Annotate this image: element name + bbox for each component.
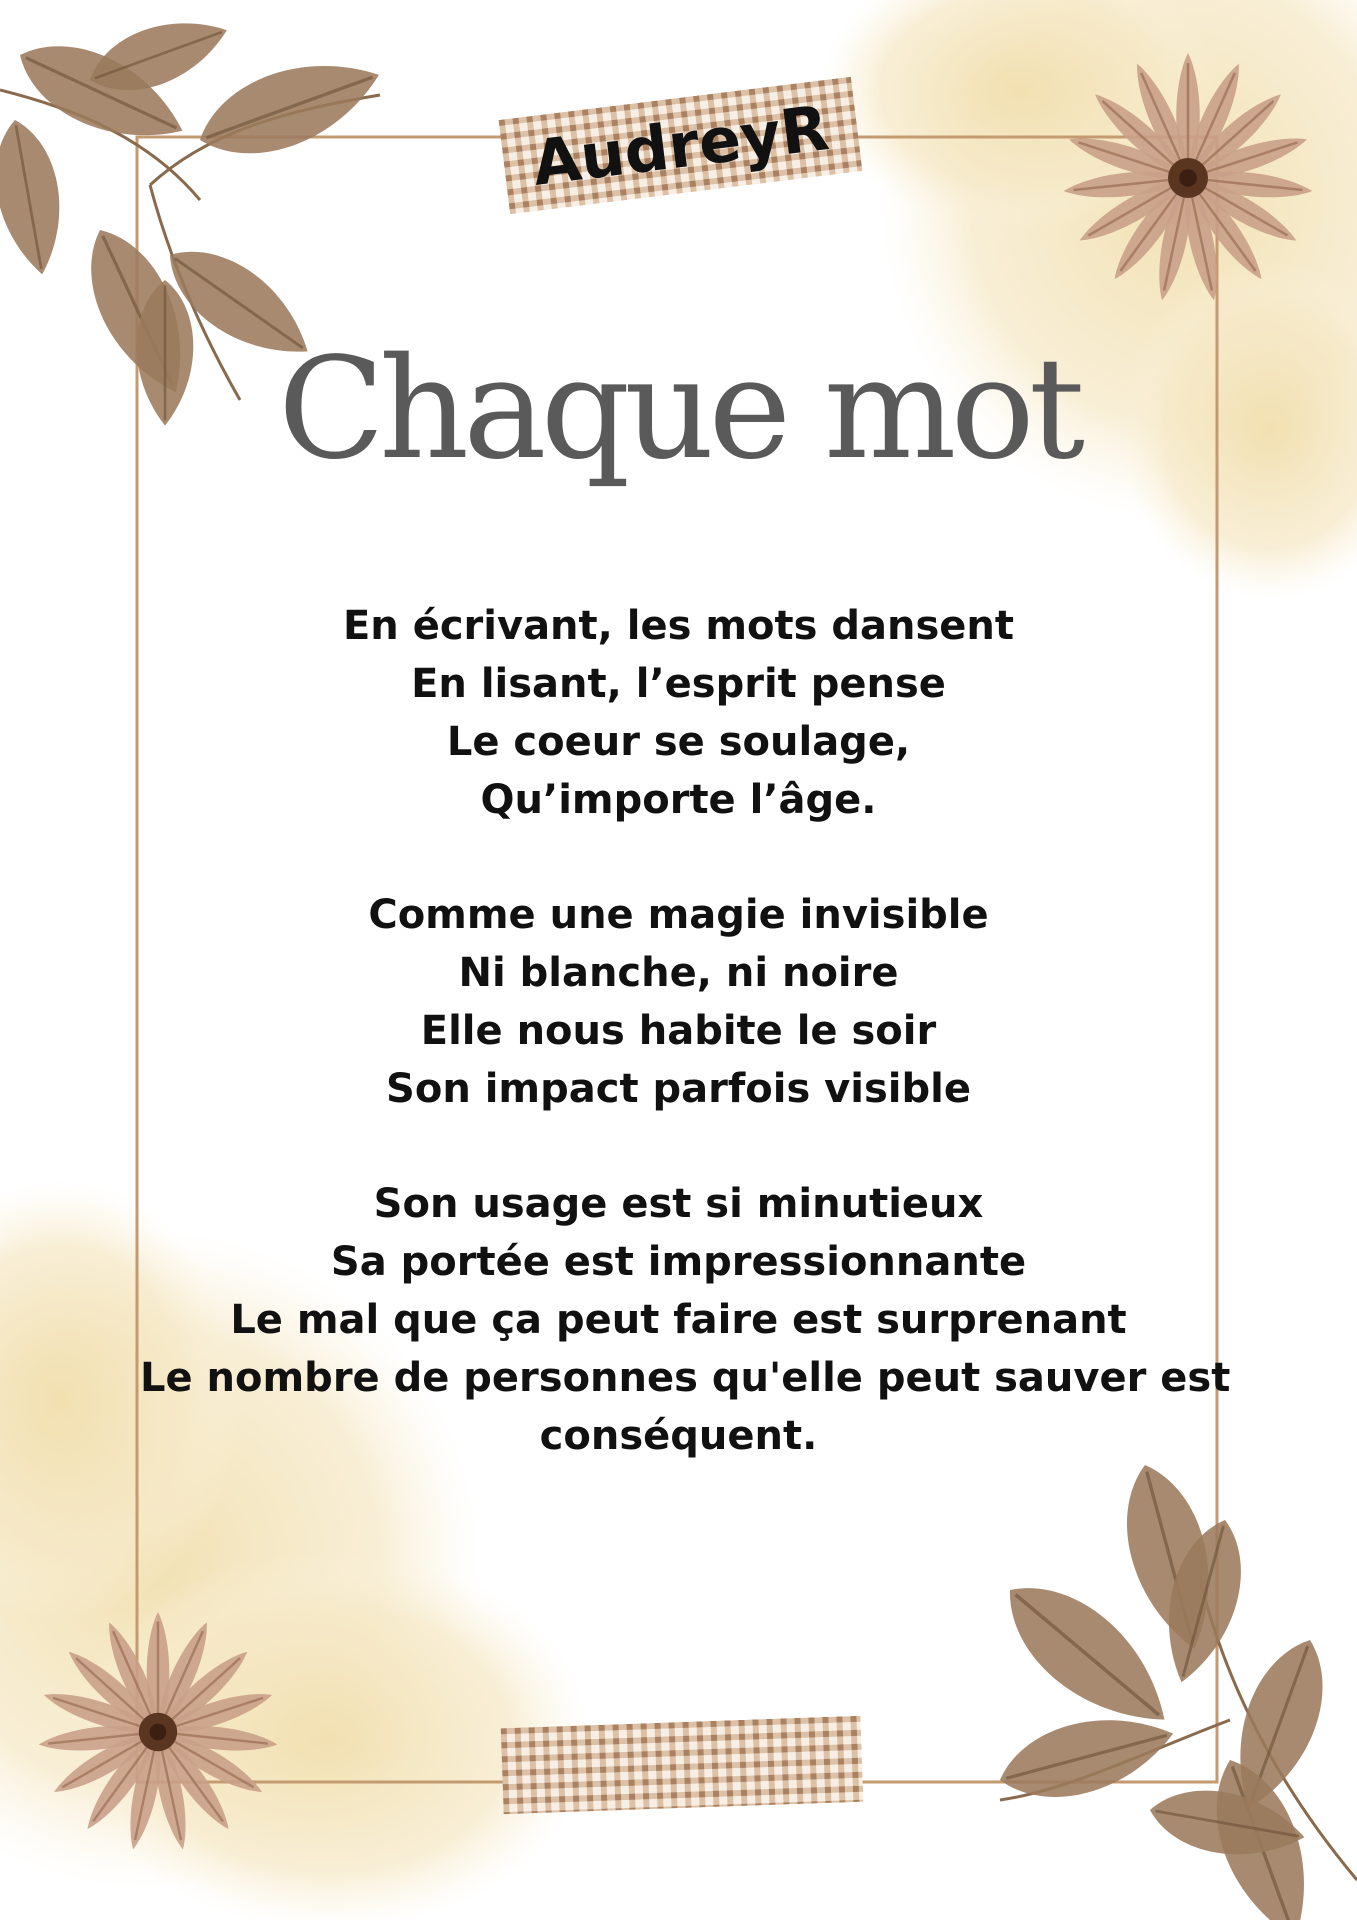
poem-line: Le nombre de personnes qu'elle peut sauver est: [140, 1355, 1231, 1401]
poem-line: Ni blanche, ni noire: [458, 950, 899, 996]
poem-line: Son impact parfois visible: [386, 1066, 971, 1112]
poem-stanza: [140, 597, 1217, 829]
leaf-branch-bottom-right-icon: [985, 1455, 1357, 1920]
poem-stanza: [140, 1175, 1231, 1465]
poem-line: Son usage est si minutieux: [373, 1181, 984, 1227]
poem-line: conséquent.: [539, 1413, 818, 1459]
poem-line: En lisant, l’esprit pense: [411, 661, 946, 707]
author-name: AudreyR: [528, 91, 833, 200]
poem-line: Le mal que ça peut faire est surprenant: [230, 1297, 1127, 1343]
poem-title: Chaque mot: [277, 328, 1080, 491]
poem-line: Le coeur se soulage,: [446, 719, 911, 765]
poem-stanza: [140, 886, 1217, 1118]
poem-body: [140, 597, 1231, 1522]
gingham-tape-bottom: [501, 1716, 864, 1815]
watercolor-top-right: [820, 0, 1357, 600]
poem-line: Qu’importe l’âge.: [480, 777, 877, 823]
poem-line: Sa portée est impressionnante: [330, 1239, 1027, 1285]
poem-line: Comme une magie invisible: [368, 892, 989, 938]
poem-line: Elle nous habite le soir: [420, 1008, 937, 1054]
poem-line: En écrivant, les mots dansent: [342, 603, 1014, 649]
